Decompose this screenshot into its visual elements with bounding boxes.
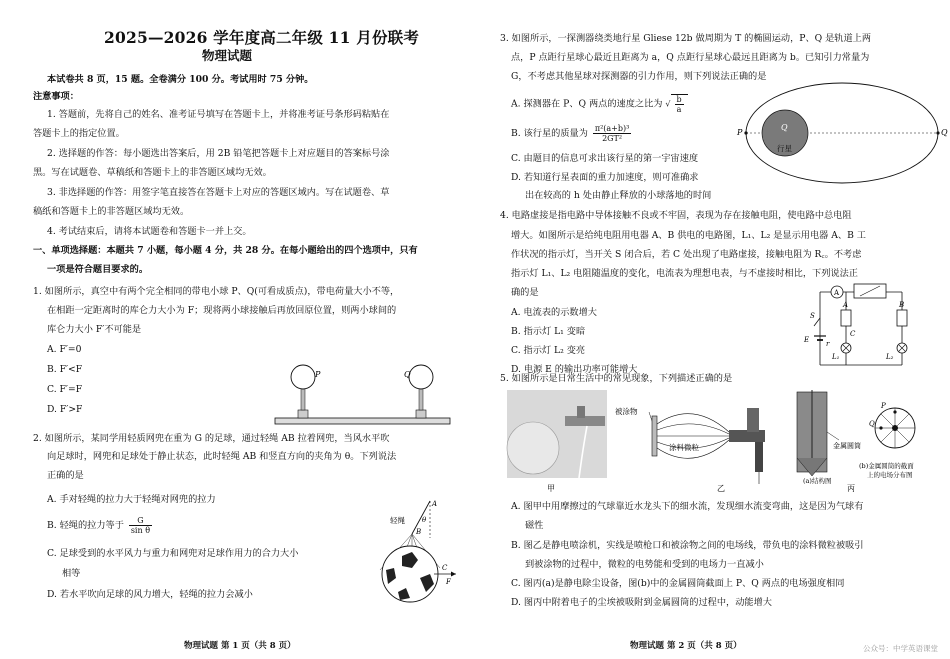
q3-option-d-cont: 出在较高的 h 处由静止释放的小球落地的时间 [525,190,712,201]
page-footer-right: 物理试题 第 2 页（共 8 页） [630,641,742,651]
q2-option-c: C. 足球受到的水平风力与重力和网兜对足球作用力的合力大小 [47,548,299,559]
q3-option-c: C. 由题目的信息可求出该行星的第一宇宙速度 [511,153,699,164]
base-plate [275,418,450,424]
q2-stem: 正确的是 [47,470,84,481]
svg-text:C: C [850,330,856,338]
frac-numerator: b [676,95,682,104]
exam-subtitle: 物理试题 [202,48,253,63]
q5-option-d: D. 图丙中附着电子的尘埃被吸附到金属圆筒的过程中，动能增大 [511,597,772,608]
exam-info: 本试卷共 8 页，15 题。全卷满分 100 分。考试用时 75 分钟。 [47,74,314,85]
q3-option-b [511,124,633,143]
frac-numerator: G [129,516,152,526]
right-page [475,0,950,659]
svg-text:(b)金属圆筒的截面: (b)金属圆筒的截面 [859,462,914,470]
q4-circuit [804,280,920,375]
q3-stem: 点，P 点距行星球心最近且距离为 a，Q 点距行星球心最远且距离为 b。已知引力常量为 [511,52,870,63]
q2-stem: 向足球时，网兜和足球处于静止状态，此时轻绳 AB 和竖直方向的夹角为 θ。下列说法 [47,451,397,462]
q3-option-d: D. 若知道行星表面的重力加速度，则可准确求 [511,172,699,183]
label-q: Q [404,370,411,379]
resistor-a [841,310,851,326]
q4-stem: 确的是 [511,287,539,298]
svg-text:F: F [446,578,451,586]
balloon [507,422,559,474]
svg-text:E: E [804,336,810,344]
q5-option-b: B. 图乙是静电喷涂机，实线是喷枪口和被涂物之间的电场线，带负电的涂料微粒被吸引 [511,540,864,551]
q4-stem: 作状况的指示灯，当开关 S 闭合后，若 C 处出现了电路虚接，接触电阻为 R꜀。不考虑 [511,249,862,260]
q3-option-a-sqrt: √ $\frac{b}{a}$ [665,94,687,114]
q1-option-d: D. F′>F [47,404,83,415]
svg-text:A: A [834,289,840,297]
q3-option-b-text: B. 该行星的质量为 [511,128,588,139]
svg-text:Q: Q [941,128,948,137]
q3-option-b-fraction [593,124,632,143]
q4-option-c: C. 指示灯 L₂ 变亮 [511,345,586,356]
q2-option-b-fraction [129,516,152,535]
svg-text:(a)结构图: (a)结构图 [803,477,832,485]
q5-option-c: C. 图丙(a)是静电除尘设备，图(b)中的金属圆筒截面上 P、Q 两点的电场强度相同 [511,578,845,589]
q5-option-b-cont: 到被涂物的过程中，微粒的电势能和受到的电场力一直减小 [525,559,764,570]
q4-stem: 4. 电路虚接是指电路中导体接触不良或不牢固，表现为存在接触电阻，使电路中总电阻 [500,210,852,221]
q3-option-a-text: A. 探测器在 P、Q 两点的速度之比为 [511,98,663,110]
notice-line: 2. 选择题的作答：每小题选出答案后，用 2B 铅笔把答题卡上对应题目的答案标号涂 [47,148,390,159]
svg-text:θ: θ [422,516,427,524]
resistor-b [897,310,907,326]
label-bing: 丙 [847,484,855,493]
svg-text:A: A [432,500,438,508]
q4-option-a: A. 电流表的示数增大 [511,307,597,318]
svg-text:Q: Q [781,123,788,132]
q3-stem: 3. 如图所示，一探测器绕类地行星 Gliese 12b 做周期为 T 的椭圆运动，P、Q 是轨道上两 [500,33,872,44]
svg-text:r: r [826,340,830,348]
q2-option-d: D. 若水平吹向足球的风力增大，轻绳的拉力会减小 [47,589,253,600]
q2-option-c-cont: 相等 [62,568,81,579]
label-jia: 甲 [547,484,555,493]
q4-stem: 增大。如图所示是给纯电阻用电器 A、B 供电的电路图，L₁、L₂ 是显示用电器 A、B 工 [511,230,866,241]
sphere-p [291,365,315,389]
q5-option-a-cont: 磁性 [525,520,544,531]
svg-text:涂料微粒: 涂料微粒 [669,443,699,452]
q1-option-a: A. F′=0 [47,344,82,355]
svg-text:上的电场分布图: 上的电场分布图 [867,471,913,479]
q4-option-d: D. 电源 E 的输出功率可能增大 [511,364,638,375]
notice-line: 稿纸和答题卡上的非答题区域均无效。 [33,206,190,217]
frac-denominator: sin θ [130,526,151,535]
section-heading: 一项是符合题目要求的。 [47,264,149,275]
q4-stem: 指示灯 L₁、L₂ 电阻随温度的变化，电流表为理想电表，与不虚接时相比，下列说法正 [511,268,858,279]
svg-text:S: S [810,312,815,320]
label-yi: 乙 [717,484,725,493]
q2-figure [372,498,462,608]
svg-text:L₂: L₂ [886,353,894,361]
q2-stem: 2. 如图所示，某同学用轻质网兜在重为 G 的足球，通过轻绳 AB 拉着网兜，当风水平吹 [33,433,390,444]
label-planet: 行星 [777,144,792,153]
q1-option-c: C. F′=F [47,384,83,395]
q1-stem: 1. 如图所示，真空中有两个完全相同的带电小球 P、Q(可看成质点)，带电荷量大小不等， [33,286,400,297]
svg-text:C: C [442,564,448,572]
exam-title: 2025—2026 学年度高二年级 11 月份联考 [104,28,420,47]
q2-option-b [47,516,154,535]
q1-figure [270,360,460,430]
q5-figures [503,388,950,498]
label-p: P [315,370,321,379]
q4-option-b: B. 指示灯 L₁ 变暗 [511,326,586,337]
svg-text:B: B [899,301,905,309]
svg-text:A: A [843,301,849,309]
svg-text:金属圆筒: 金属圆筒 [833,442,861,450]
notice-line: 3. 非选择题的作答：用签字笔直接答在答题卡上对应的答题区域内。写在试题卷、草 [47,187,390,198]
notice-line: 答题卡上的指定位置。 [33,128,125,139]
q1-stem: 在相距一定距离时的库仑力大小为 F；现将两小球接触后再放回原位置，则两小球间的 [47,305,397,316]
notice-line: 黑。写在试题卷、草稿纸和答题卡上的非答题区域均无效。 [33,167,272,178]
q3-stem: G，不考虑其他星球对探测器的引力作用，则下列说法正确的是 [511,71,767,82]
sphere-q [409,365,433,389]
coated-object [652,416,657,456]
watermark: 公众号：中学英语课堂 [863,644,938,653]
q5-stem: 5. 如图所示是日常生活中的常见现象，下列描述正确的是 [500,373,733,384]
svg-text:B: B [416,528,422,536]
section-heading: 一、单项选择题：本题共 7 小题，每小题 4 分，共 28 分。在每小题给出的四个选项中，只有 [33,245,418,256]
svg-text:P: P [737,128,743,137]
svg-text:被涂物: 被涂物 [615,407,638,416]
q3-figure [737,78,948,188]
q2-option-a: A. 手对轻绳的拉力大于轻绳对网兜的拉力 [47,494,216,505]
label-rope: 轻绳 [390,516,405,525]
frac-denominator: a [676,105,682,114]
notice-title: 注意事项： [33,91,79,102]
q5-option-a: A. 图甲中用摩擦过的气球靠近水龙头下的细水流，发现细水流变弯曲，这是因为气球有 [511,501,864,512]
frac-numerator: π²(a+b)³ [594,124,630,133]
q1-stem: 库仑力大小 F′不可能是 [47,324,142,335]
notice-line: 4. 考试结束后，请将本试题卷和答题卡一并上交。 [47,226,252,237]
q1-option-b: B. F′<F [47,364,83,375]
frac-denominator: 2GT² [602,134,623,143]
svg-text:Q: Q [869,420,875,428]
svg-text:P: P [881,402,886,410]
svg-text:L₁: L₁ [832,353,840,361]
q2-option-b-text: B. 轻绳的拉力等于 [47,520,124,531]
notice-line: 1. 答题前，先将自己的姓名、准考证号填写在答题卡上，并将准考证号条形码粘贴在 [47,109,390,120]
page-footer-left: 物理试题 第 1 页（共 8 页） [184,641,296,651]
q3-option-a [511,94,688,114]
